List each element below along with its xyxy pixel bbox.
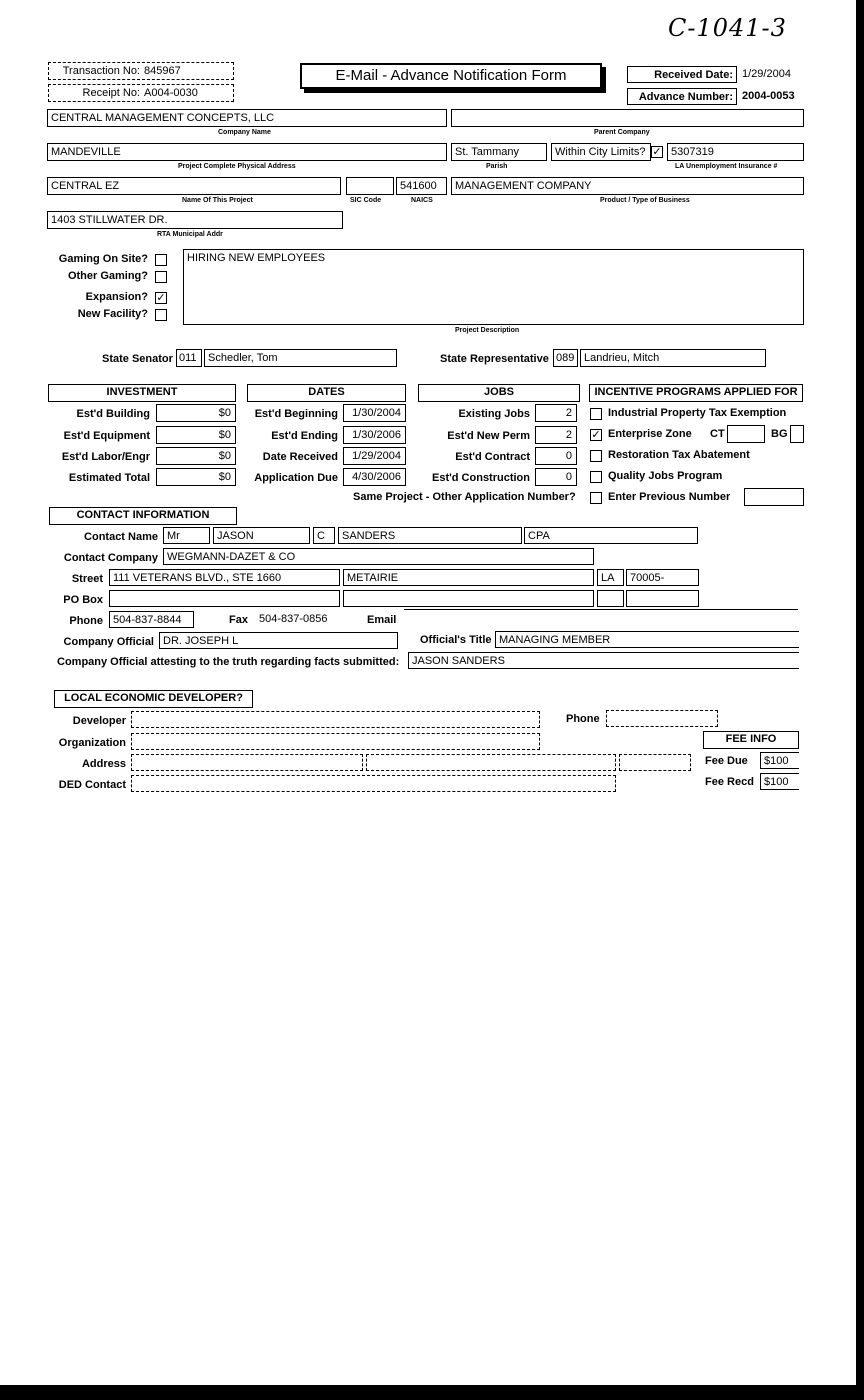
- ct-label: CT: [710, 428, 725, 440]
- senator-label: State Senator: [102, 353, 173, 365]
- contact-last-name-field[interactable]: SANDERS: [338, 527, 522, 544]
- fee-due-label: Fee Due: [705, 755, 748, 767]
- building-label: Est'd Building: [76, 408, 150, 420]
- dates-header: DATES: [247, 384, 406, 402]
- handwritten-note: C-1041-3: [668, 14, 787, 42]
- po-box-label: PO Box: [63, 594, 103, 606]
- local-developer-header: LOCAL ECONOMIC DEVELOPER?: [54, 690, 253, 708]
- representative-label: State Representative: [440, 353, 549, 365]
- street-field[interactable]: 111 VETERANS BLVD., STE 1660: [109, 569, 340, 586]
- beginning-field[interactable]: 1/30/2004: [343, 404, 406, 422]
- application-due-field[interactable]: 4/30/2006: [343, 468, 406, 486]
- labor-field[interactable]: $0: [156, 447, 236, 465]
- developer-phone-field[interactable]: [606, 710, 718, 727]
- senator-name-field[interactable]: Schedler, Tom: [204, 349, 397, 367]
- ending-field[interactable]: 1/30/2006: [343, 426, 406, 444]
- la-unemployment-field[interactable]: 5307319: [667, 143, 804, 161]
- parish-field[interactable]: St. Tammany: [451, 143, 547, 161]
- email-label: Email: [367, 614, 397, 626]
- contact-first-name-field[interactable]: JASON: [213, 527, 310, 544]
- product-type-field[interactable]: MANAGEMENT COMPANY: [451, 177, 804, 195]
- ct-field[interactable]: [727, 425, 765, 443]
- previous-number-label: Enter Previous Number: [608, 491, 731, 503]
- advance-number-label-box: [627, 88, 737, 105]
- dev-street-field[interactable]: [131, 754, 363, 771]
- new-perm-field[interactable]: 2: [535, 426, 577, 444]
- developer-label: Developer: [72, 715, 126, 727]
- scan-edge-right: [856, 0, 864, 1400]
- la-unemployment-caption: LA Unemployment Insurance #: [675, 163, 778, 170]
- city-field[interactable]: METAIRIE: [343, 569, 594, 586]
- dev-city-field[interactable]: [366, 754, 616, 771]
- scan-edge-bottom: [0, 1385, 864, 1400]
- contract-field[interactable]: 0: [535, 447, 577, 465]
- contact-suffix-field[interactable]: CPA: [524, 527, 698, 544]
- fee-info-header: FEE INFO: [703, 731, 799, 749]
- project-description-caption: Project Description: [455, 327, 520, 334]
- existing-jobs-field[interactable]: 2: [535, 404, 577, 422]
- incentives-header: INCENTIVE PROGRAMS APPLIED FOR: [589, 384, 803, 402]
- naics-caption: NAICS: [411, 197, 433, 204]
- advance-number-label: Advance Number:: [638, 91, 733, 103]
- expansion-label: Expansion?: [85, 291, 148, 303]
- bg-label: BG: [771, 428, 788, 440]
- gaming-checkbox[interactable]: [155, 254, 167, 266]
- quality-jobs-label: Quality Jobs Program: [608, 470, 723, 482]
- attest-label: Company Official attesting to the truth regarding facts submitted:: [57, 656, 400, 668]
- po-box-field[interactable]: [109, 590, 340, 607]
- official-title-field[interactable]: MANAGING MEMBER: [495, 631, 799, 648]
- state-field[interactable]: LA: [597, 569, 624, 586]
- company-name-caption: Company Name: [218, 129, 271, 136]
- address-caption: Project Complete Physical Address: [178, 163, 296, 170]
- new-facility-checkbox[interactable]: [155, 309, 167, 321]
- existing-jobs-label: Existing Jobs: [458, 408, 530, 420]
- fee-due-field[interactable]: $100: [760, 752, 799, 769]
- receipt-number[interactable]: A004-0030: [144, 87, 198, 99]
- within-city-label: Within City Limits?: [555, 146, 646, 158]
- within-city-checkbox[interactable]: ✓: [652, 146, 662, 158]
- restoration-tax-checkbox[interactable]: [590, 450, 602, 462]
- contact-header: CONTACT INFORMATION: [49, 507, 237, 525]
- fee-recd-label: Fee Recd: [705, 776, 754, 788]
- industrial-tax-checkbox[interactable]: [590, 408, 602, 420]
- labor-label: Est'd Labor/Engr: [61, 451, 150, 463]
- address-label: Address: [81, 758, 126, 770]
- developer-field[interactable]: [131, 711, 540, 728]
- equipment-label: Est'd Equipment: [63, 430, 150, 442]
- ded-contact-field[interactable]: [131, 775, 616, 792]
- representative-name-field[interactable]: Landrieu, Mitch: [580, 349, 766, 367]
- project-name-field[interactable]: CENTRAL EZ: [47, 177, 341, 195]
- transaction-number[interactable]: 845967: [144, 65, 181, 77]
- municipal-addr-caption: RTA Municipal Addr: [157, 231, 223, 238]
- total-field[interactable]: $0: [156, 468, 236, 486]
- beginning-label: Est'd Beginning: [254, 408, 338, 420]
- senator-district-field[interactable]: 011: [176, 349, 202, 367]
- parish-caption: Parish: [486, 163, 508, 170]
- construction-field[interactable]: 0: [535, 468, 577, 486]
- sic-code-caption: SIC Code: [350, 197, 382, 204]
- bg-field[interactable]: [790, 425, 804, 443]
- enterprise-zone-label: Enterprise Zone: [608, 428, 692, 440]
- project-name-caption: Name Of This Project: [182, 197, 253, 204]
- ending-label: Est'd Ending: [271, 430, 338, 442]
- fax-label: Fax: [229, 614, 248, 626]
- po-box-zip-field[interactable]: [626, 590, 699, 607]
- organization-field[interactable]: [131, 733, 540, 750]
- fee-recd-field[interactable]: $100: [760, 773, 799, 790]
- equipment-field[interactable]: $0: [156, 426, 236, 444]
- phone-label: Phone: [69, 615, 103, 627]
- po-box-state-field[interactable]: [597, 590, 624, 607]
- contact-middle-field[interactable]: C: [313, 527, 335, 544]
- construction-label: Est'd Construction: [432, 472, 530, 484]
- transaction-label: Transaction No:: [62, 65, 140, 77]
- receipt-label: Receipt No:: [82, 87, 140, 99]
- other-gaming-checkbox[interactable]: [155, 271, 167, 283]
- form-title: E-Mail - Advance Notification Form: [300, 63, 602, 89]
- industrial-tax-label: Industrial Property Tax Exemption: [608, 407, 787, 419]
- date-received-field[interactable]: 1/29/2004: [343, 447, 406, 465]
- attest-field[interactable]: JASON SANDERS: [408, 652, 799, 669]
- gaming-label: Gaming On Site?: [58, 253, 148, 265]
- same-project-label: Same Project - Other Application Number?: [353, 491, 576, 503]
- within-city-field: [551, 143, 651, 161]
- enterprise-zone-checkbox[interactable]: ✓: [591, 429, 601, 441]
- official-title-label: Official's Title: [420, 634, 492, 646]
- parent-company-caption: Parent Company: [594, 129, 650, 136]
- ded-contact-label: DED Contact: [58, 779, 126, 791]
- official-label: Company Official: [63, 636, 154, 648]
- contract-label: Est'd Contract: [455, 451, 530, 463]
- dev-zip-field[interactable]: [619, 754, 691, 771]
- naics-field[interactable]: 541600: [396, 177, 447, 195]
- phone-field[interactable]: 504-837-8844: [109, 611, 194, 628]
- developer-phone-label: Phone: [566, 713, 600, 725]
- company-name-field[interactable]: CENTRAL MANAGEMENT CONCEPTS, LLC: [47, 109, 447, 127]
- parent-company-field[interactable]: [451, 109, 804, 127]
- zip-field[interactable]: 70005-: [626, 569, 699, 586]
- investment-header: INVESTMENT: [48, 384, 236, 402]
- project-description-field[interactable]: HIRING NEW EMPLOYEES: [183, 249, 804, 325]
- new-perm-label: Est'd New Perm: [447, 430, 530, 442]
- received-date-label: Received Date:: [654, 69, 733, 81]
- new-facility-label: New Facility?: [77, 308, 148, 320]
- email-field-line[interactable]: [404, 609, 798, 610]
- contact-company-field[interactable]: WEGMANN-DAZET & CO: [163, 548, 594, 565]
- quality-jobs-checkbox[interactable]: [590, 471, 602, 483]
- date-received-label: Date Received: [262, 451, 338, 463]
- restoration-tax-label: Restoration Tax Abatement: [608, 449, 750, 461]
- advance-number[interactable]: 2004-0053: [742, 90, 795, 102]
- application-due-label: Application Due: [254, 472, 338, 484]
- official-field[interactable]: DR. JOSEPH L: [159, 632, 398, 649]
- address-field[interactable]: MANDEVILLE: [47, 143, 447, 161]
- contact-prefix-field[interactable]: Mr: [163, 527, 210, 544]
- jobs-header: JOBS: [418, 384, 580, 402]
- fax-value[interactable]: 504-837-0856: [259, 613, 328, 625]
- received-date[interactable]: 1/29/2004: [742, 68, 791, 80]
- contact-name-label: Contact Name: [84, 531, 158, 543]
- previous-number-field[interactable]: [744, 488, 804, 506]
- sic-code-field[interactable]: [346, 177, 394, 195]
- building-field[interactable]: $0: [156, 404, 236, 422]
- total-label: Estimated Total: [68, 472, 150, 484]
- organization-label: Organization: [58, 737, 126, 749]
- contact-company-label: Contact Company: [63, 552, 158, 564]
- received-date-label-box: [627, 66, 737, 83]
- other-gaming-label: Other Gaming?: [67, 270, 148, 282]
- po-box-city-field[interactable]: [343, 590, 594, 607]
- representative-district-field[interactable]: 089: [553, 349, 578, 367]
- expansion-checkbox[interactable]: ✓: [156, 292, 166, 304]
- street-label: Street: [71, 573, 103, 585]
- product-type-caption: Product / Type of Business: [600, 197, 690, 204]
- municipal-addr-field[interactable]: 1403 STILLWATER DR.: [47, 211, 343, 229]
- previous-number-checkbox[interactable]: [590, 492, 602, 504]
